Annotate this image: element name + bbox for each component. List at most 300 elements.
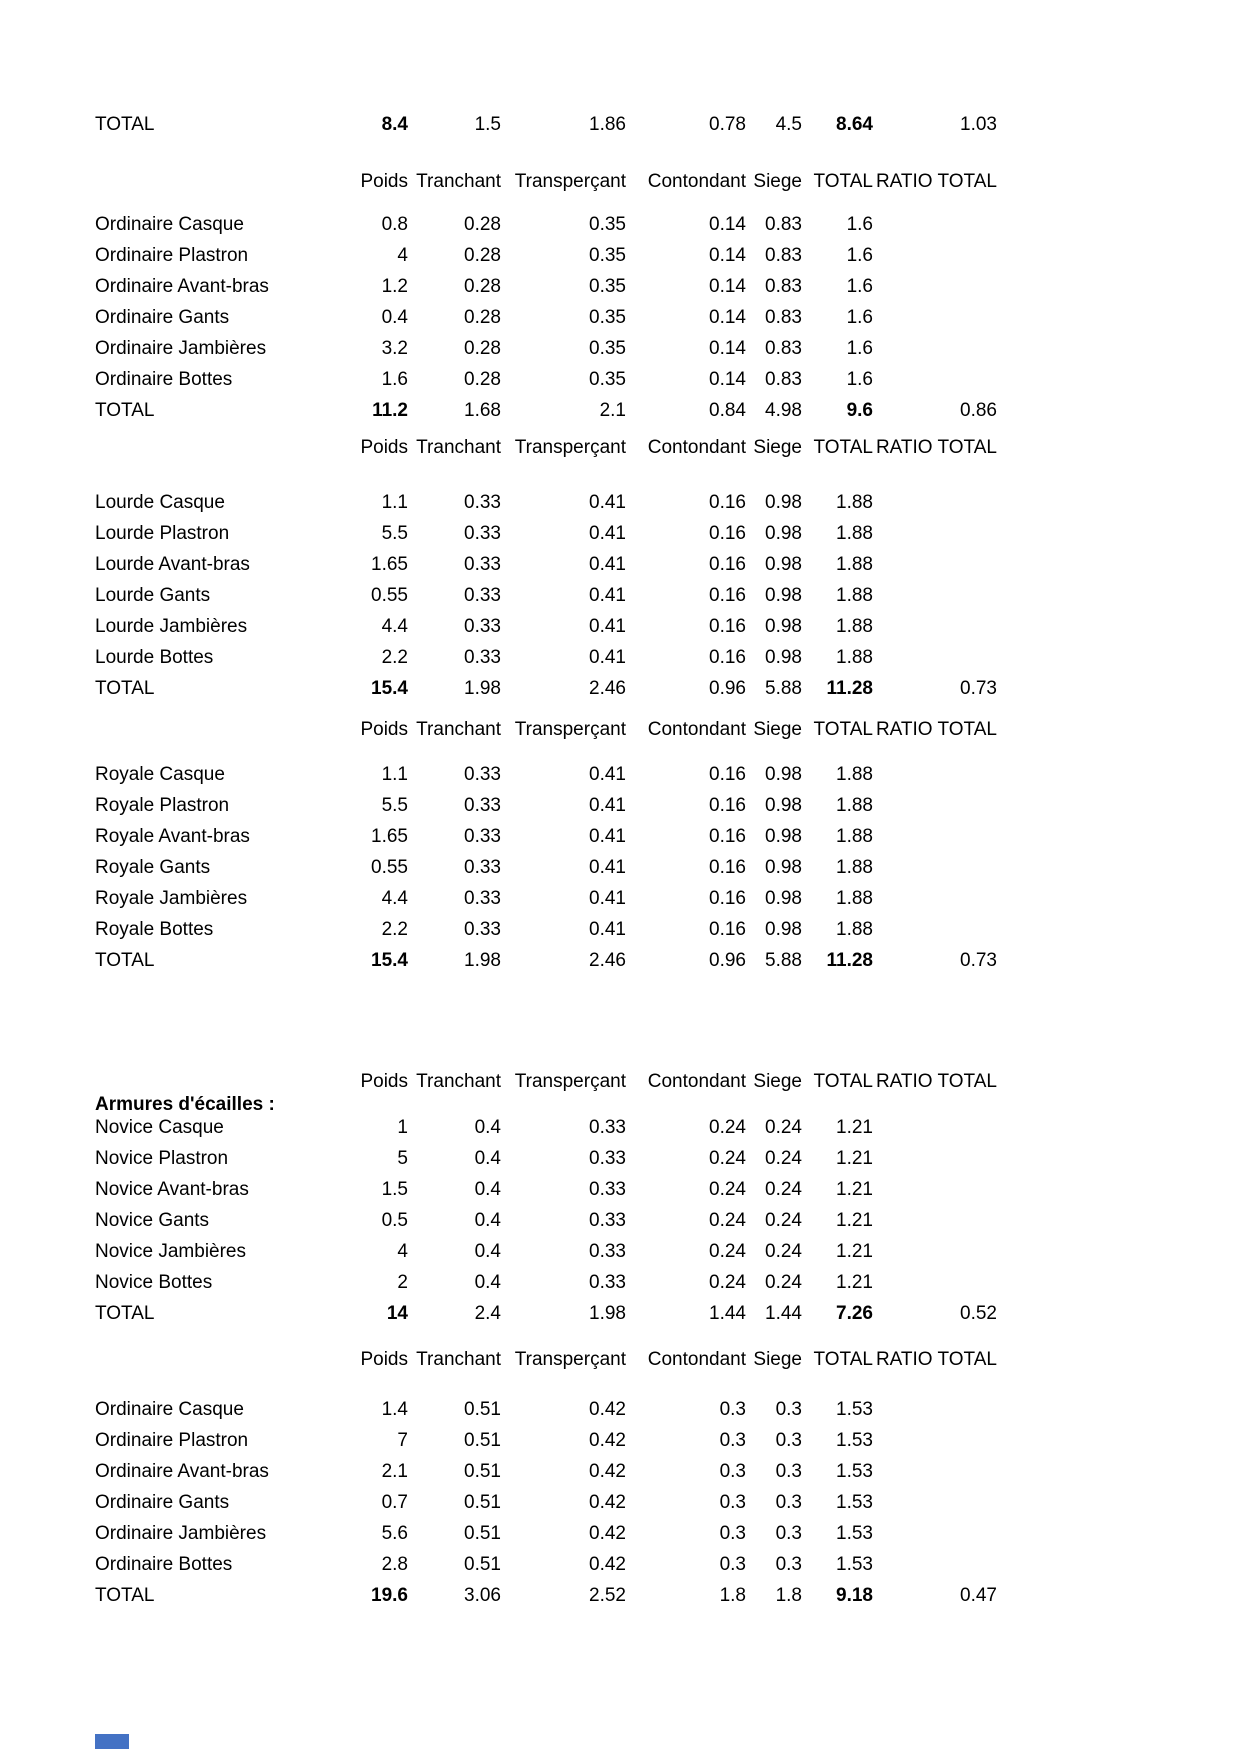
total-value: 4.98 [765, 400, 802, 421]
cell-ratio-empty [873, 791, 997, 821]
cell-value: 0.16 [709, 795, 746, 816]
cell-value: 0.14 [709, 338, 746, 359]
total-row [95, 946, 997, 976]
cell-value: 1.1 [381, 492, 408, 513]
ratio-total-value: 0.73 [960, 950, 997, 971]
column-header: Tranchant [416, 171, 501, 192]
cell-value: 0.16 [709, 888, 746, 909]
cell-value: 0.3 [719, 1430, 746, 1451]
cell-ratio-empty [873, 334, 997, 364]
cell-value: 0.14 [709, 214, 746, 235]
cell-value: 0.24 [765, 1210, 802, 1231]
total-value: 11.2 [372, 400, 408, 421]
row-label: Ordinaire Jambières [95, 1523, 267, 1544]
cell-value: 0.24 [765, 1241, 802, 1262]
cell-value: 0.16 [709, 616, 746, 637]
cell-value: 0.51 [464, 1461, 501, 1482]
column-header: Siege [753, 1349, 802, 1370]
cell-value: 0.4 [474, 1272, 501, 1293]
cell-value: 0.14 [709, 245, 746, 266]
total-value: 9.6 [846, 400, 873, 421]
cell-value: 0.35 [589, 369, 626, 390]
total-value: 15.4 [371, 950, 408, 971]
cell-ratio-empty [873, 241, 997, 271]
cell-value: 0.33 [464, 826, 501, 847]
cell-value: 0.35 [589, 276, 626, 297]
cell-value: 0.33 [464, 647, 501, 668]
header-spacer [95, 715, 358, 745]
cell-value: 1.53 [836, 1430, 873, 1451]
cell-ratio-empty [873, 303, 997, 333]
total-row [95, 1581, 997, 1611]
cell-value: 0.24 [765, 1117, 802, 1138]
cell-value: 0.4 [474, 1179, 501, 1200]
cell-ratio-empty [873, 853, 997, 883]
cell-value: 0.41 [589, 888, 626, 909]
cell-value: 0.3 [775, 1554, 802, 1575]
row-label: Novice Jambières [95, 1241, 246, 1262]
row-label: Ordinaire Plastron [95, 245, 249, 266]
cell-value: 0.51 [464, 1430, 501, 1451]
cell-value: 0.83 [765, 245, 802, 266]
table-row [95, 272, 997, 302]
cell-value: 2 [397, 1272, 408, 1293]
cell-value: 0.83 [765, 307, 802, 328]
cell-value: 0.24 [709, 1210, 746, 1231]
total-value: 1.98 [464, 950, 501, 971]
row-label: Royale Plastron [95, 795, 230, 816]
row-label: Royale Avant-bras [95, 826, 250, 847]
cell-value: 0.33 [464, 492, 501, 513]
cell-value: 0.33 [464, 585, 501, 606]
table-row [95, 760, 997, 790]
table-row [95, 1395, 997, 1425]
table-row [95, 1237, 997, 1267]
cell-value: 0.35 [589, 307, 626, 328]
cell-value: 0.24 [709, 1148, 746, 1169]
cell-value: 1.21 [836, 1179, 873, 1200]
total-value: 11.28 [826, 950, 873, 971]
cell-value: 0.16 [709, 857, 746, 878]
cell-value: 1.5 [381, 1179, 408, 1200]
cell-value: 0.41 [589, 919, 626, 940]
cell-ratio-empty [873, 581, 997, 611]
cell-ratio-empty [873, 1457, 997, 1487]
total-value: 2.46 [589, 678, 626, 699]
column-header: RATIO TOTAL [875, 437, 997, 458]
cell-value: 1 [397, 1117, 408, 1138]
column-header: RATIO TOTAL [875, 719, 997, 740]
ratio-total-value: 0.47 [960, 1585, 997, 1606]
cell-value: 0.24 [709, 1272, 746, 1293]
cell-value: 0.41 [589, 795, 626, 816]
cell-value: 1.21 [836, 1148, 873, 1169]
cell-value: 0.33 [589, 1241, 626, 1262]
cell-value: 1.88 [836, 616, 873, 637]
row-label: Ordinaire Gants [95, 1492, 230, 1513]
cell-value: 0.41 [589, 647, 626, 668]
table-row [95, 853, 997, 883]
cell-value: 0.28 [464, 245, 501, 266]
column-header: Contondant [647, 437, 746, 458]
cell-value: 0.41 [589, 826, 626, 847]
table-header-row [95, 167, 997, 197]
table-row [95, 1488, 997, 1518]
column-header: Tranchant [416, 1071, 501, 1092]
total-row [95, 674, 997, 704]
cell-ratio-empty [873, 612, 997, 642]
cell-value: 0.51 [464, 1399, 501, 1420]
column-header: Contondant [647, 171, 746, 192]
cell-value: 1.6 [846, 214, 873, 235]
cell-value: 0.24 [709, 1241, 746, 1262]
row-label: Lourde Avant-bras [95, 554, 250, 575]
cell-ratio-empty [873, 1237, 997, 1267]
cell-value: 1.6 [846, 369, 873, 390]
cell-value: 1.88 [836, 888, 873, 909]
cell-value: 0.42 [589, 1430, 626, 1451]
column-header: Siege [753, 719, 802, 740]
ratio-total-value: 0.86 [960, 400, 997, 421]
row-label: Novice Gants [95, 1210, 210, 1231]
cell-value: 1.53 [836, 1461, 873, 1482]
cell-value: 0.24 [765, 1148, 802, 1169]
cell-value: 1.6 [846, 245, 873, 266]
cell-value: 0.98 [765, 523, 802, 544]
cell-value: 1.21 [836, 1241, 873, 1262]
column-header: TOTAL [813, 719, 873, 740]
column-header: Transperçant [514, 437, 626, 458]
total-value: 1.8 [775, 1585, 802, 1606]
cell-value: 1.88 [836, 826, 873, 847]
cell-value: 0.33 [464, 554, 501, 575]
cell-value: 0.3 [775, 1430, 802, 1451]
cell-ratio-empty [873, 1268, 997, 1298]
cell-value: 0.3 [719, 1461, 746, 1482]
cell-value: 1.88 [836, 585, 873, 606]
cell-value: 0.41 [589, 616, 626, 637]
cell-value: 0.98 [765, 888, 802, 909]
cell-value: 0.42 [589, 1523, 626, 1544]
section-title: Armures d'écailles : [95, 1094, 275, 1115]
cell-value: 0.28 [464, 338, 501, 359]
cell-value: 0.42 [589, 1399, 626, 1420]
cell-value: 0.14 [709, 369, 746, 390]
cell-value: 0.33 [589, 1272, 626, 1293]
cell-ratio-empty [873, 210, 997, 240]
cell-value: 1.88 [836, 647, 873, 668]
top-total-row [95, 110, 997, 140]
total-value: 1.8 [719, 1585, 746, 1606]
table-row [95, 1113, 997, 1143]
cell-ratio-empty [873, 272, 997, 302]
cell-value: 0.14 [709, 307, 746, 328]
cell-value: 0.33 [464, 523, 501, 544]
cell-value: 0.7 [381, 1492, 408, 1513]
cell-value: 0.83 [765, 276, 802, 297]
cell-value: 0.55 [371, 857, 408, 878]
cell-value: 0.3 [775, 1492, 802, 1513]
cell-value: 0.4 [474, 1148, 501, 1169]
total-label: TOTAL [95, 678, 155, 699]
cell-value: 1.6 [381, 369, 408, 390]
cell-ratio-empty [873, 365, 997, 395]
total-value: 14 [386, 1303, 408, 1324]
cell-value: 0.98 [765, 554, 802, 575]
header-spacer [95, 167, 358, 197]
header-spacer [95, 1345, 358, 1375]
table-row [95, 1519, 997, 1549]
cell-value: 1.65 [371, 554, 408, 575]
column-header: Contondant [647, 1071, 746, 1092]
cell-value: 1.53 [836, 1399, 873, 1420]
total-value: 1.98 [589, 1303, 626, 1324]
cell-value: 1.88 [836, 523, 873, 544]
total-label: TOTAL [95, 1303, 155, 1324]
total-value: 0.96 [709, 950, 746, 971]
cell-value: 0.16 [709, 764, 746, 785]
row-label: Novice Plastron [95, 1148, 229, 1169]
total-row [95, 396, 997, 426]
cell-value: 0.3 [719, 1554, 746, 1575]
cell-value: 1.1 [381, 764, 408, 785]
total-value: 1.86 [589, 114, 626, 135]
cell-value: 4.4 [381, 888, 408, 909]
header-spacer [95, 433, 358, 463]
cell-value: 1.53 [836, 1523, 873, 1544]
cell-value: 0.33 [589, 1179, 626, 1200]
cell-value: 0.98 [765, 795, 802, 816]
ratio-total-value: 0.52 [960, 1303, 997, 1324]
row-label: Ordinaire Bottes [95, 369, 233, 390]
table-header-row [95, 433, 997, 463]
column-header: RATIO TOTAL [875, 1071, 997, 1092]
column-header: Siege [753, 171, 802, 192]
table-row [95, 1144, 997, 1174]
table-row [95, 915, 997, 945]
cell-value: 0.3 [719, 1523, 746, 1544]
column-header: Poids [360, 719, 408, 740]
cell-value: 0.24 [709, 1179, 746, 1200]
cell-value: 1.65 [371, 826, 408, 847]
cell-value: 0.3 [719, 1399, 746, 1420]
cell-value: 0.98 [765, 492, 802, 513]
cell-value: 0.33 [589, 1148, 626, 1169]
cell-value: 4.4 [381, 616, 408, 637]
cell-value: 7 [397, 1430, 408, 1451]
table-row [95, 791, 997, 821]
table-row [95, 884, 997, 914]
cell-value: 0.42 [589, 1461, 626, 1482]
total-row [95, 1299, 997, 1329]
table-row [95, 1268, 997, 1298]
cell-value: 4 [397, 245, 408, 266]
column-header: Siege [753, 1071, 802, 1092]
total-value: 0.78 [709, 114, 746, 135]
cell-value: 1.53 [836, 1492, 873, 1513]
total-value: 1.98 [464, 678, 501, 699]
table-row [95, 1426, 997, 1456]
total-value: 3.06 [464, 1585, 501, 1606]
cell-value: 0.35 [589, 214, 626, 235]
cell-value: 0.41 [589, 523, 626, 544]
column-header: TOTAL [813, 1349, 873, 1370]
column-header: RATIO TOTAL [875, 171, 997, 192]
table-row [95, 1175, 997, 1205]
cell-value: 0.16 [709, 647, 746, 668]
cell-value: 0.35 [589, 245, 626, 266]
cell-value: 0.41 [589, 554, 626, 575]
row-label: Ordinaire Plastron [95, 1430, 249, 1451]
cell-value: 1.88 [836, 795, 873, 816]
table-row [95, 822, 997, 852]
cell-value: 0.41 [589, 492, 626, 513]
row-label: Ordinaire Avant-bras [95, 276, 269, 297]
row-label: Lourde Plastron [95, 523, 230, 544]
row-label: Royale Gants [95, 857, 211, 878]
cell-value: 0.41 [589, 857, 626, 878]
cell-value: 0.16 [709, 492, 746, 513]
cell-value: 2.2 [381, 919, 408, 940]
total-label: TOTAL [95, 400, 155, 421]
cell-value: 0.33 [464, 764, 501, 785]
cell-value: 1.88 [836, 554, 873, 575]
cell-value: 0.4 [381, 307, 408, 328]
total-value: 1.68 [464, 400, 501, 421]
cell-ratio-empty [873, 884, 997, 914]
cell-value: 1.21 [836, 1117, 873, 1138]
total-value: 0.96 [709, 678, 746, 699]
total-value: 1.44 [765, 1303, 802, 1324]
cell-value: 0.4 [474, 1117, 501, 1138]
total-value: 15.4 [371, 678, 408, 699]
cell-value: 0.98 [765, 616, 802, 637]
cell-value: 1.6 [846, 307, 873, 328]
cell-value: 0.33 [589, 1210, 626, 1231]
cell-value: 1.21 [836, 1210, 873, 1231]
column-header: Tranchant [416, 1349, 501, 1370]
cell-value: 0.41 [589, 764, 626, 785]
cell-value: 0.98 [765, 764, 802, 785]
column-header: TOTAL [813, 437, 873, 458]
row-label: Novice Bottes [95, 1272, 213, 1293]
column-header: Poids [360, 1071, 408, 1092]
cell-value: 0.16 [709, 523, 746, 544]
cell-ratio-empty [873, 760, 997, 790]
table-row [95, 488, 997, 518]
table-row [95, 581, 997, 611]
total-value: 0.84 [709, 400, 746, 421]
cell-ratio-empty [873, 1206, 997, 1236]
row-label: Ordinaire Casque [95, 214, 244, 235]
table-row [95, 241, 997, 271]
cell-value: 5.5 [381, 795, 408, 816]
total-value: 2.52 [589, 1585, 626, 1606]
column-header: Transperçant [514, 1349, 626, 1370]
cell-ratio-empty [873, 519, 997, 549]
cell-ratio-empty [873, 643, 997, 673]
cell-value: 0.42 [589, 1554, 626, 1575]
cell-value: 1.88 [836, 857, 873, 878]
row-label: Ordinaire Bottes [95, 1554, 233, 1575]
cell-value: 1.4 [381, 1399, 408, 1420]
cell-ratio-empty [873, 1519, 997, 1549]
cell-value: 0.98 [765, 857, 802, 878]
cell-value: 1.6 [846, 276, 873, 297]
cell-value: 0.35 [589, 338, 626, 359]
total-value: 8.4 [381, 114, 408, 135]
cell-value: 4 [397, 1241, 408, 1262]
table-row [95, 643, 997, 673]
ratio-total-value: 0.73 [960, 678, 997, 699]
cell-value: 0.24 [709, 1117, 746, 1138]
column-header: Tranchant [416, 719, 501, 740]
column-header: RATIO TOTAL [875, 1349, 997, 1370]
row-label: Ordinaire Gants [95, 307, 230, 328]
cell-value: 0.33 [589, 1117, 626, 1138]
cell-value: 0.42 [589, 1492, 626, 1513]
column-header: Tranchant [416, 437, 501, 458]
total-value: 5.88 [765, 678, 802, 699]
cell-value: 0.16 [709, 826, 746, 847]
table-row [95, 210, 997, 240]
total-value: 9.18 [836, 1585, 873, 1606]
cell-value: 5 [397, 1148, 408, 1169]
table-row [95, 303, 997, 333]
total-label: TOTAL [95, 1585, 155, 1606]
cell-value: 1.21 [836, 1272, 873, 1293]
cell-value: 1.88 [836, 919, 873, 940]
total-value: 2.1 [599, 400, 626, 421]
table-row [95, 519, 997, 549]
cell-value: 5.6 [381, 1523, 408, 1544]
column-header: Transperçant [514, 171, 626, 192]
table-header-row [95, 1345, 997, 1375]
cell-value: 0.28 [464, 214, 501, 235]
cell-value: 0.98 [765, 919, 802, 940]
row-label: Novice Casque [95, 1117, 224, 1138]
cell-value: 1.88 [836, 764, 873, 785]
cell-value: 0.28 [464, 307, 501, 328]
row-label: Royale Bottes [95, 919, 214, 940]
cell-value: 0.33 [464, 857, 501, 878]
column-header: Transperçant [514, 719, 626, 740]
row-label: Novice Avant-bras [95, 1179, 249, 1200]
table-row [95, 612, 997, 642]
cell-ratio-empty [873, 1113, 997, 1143]
cell-value: 3.2 [381, 338, 408, 359]
cell-ratio-empty [873, 488, 997, 518]
column-header: Contondant [647, 1349, 746, 1370]
total-value: 1.5 [474, 114, 501, 135]
column-header: Contondant [647, 719, 746, 740]
cell-value: 0.98 [765, 585, 802, 606]
total-label: TOTAL [95, 950, 155, 971]
cell-value: 2.8 [381, 1554, 408, 1575]
cell-value: 2.2 [381, 647, 408, 668]
column-header: Siege [753, 437, 802, 458]
row-label: Royale Jambières [95, 888, 248, 909]
cell-value: 0.51 [464, 1492, 501, 1513]
cell-value: 0.3 [775, 1461, 802, 1482]
row-label: Ordinaire Avant-bras [95, 1461, 269, 1482]
cell-value: 1.88 [836, 492, 873, 513]
table-header-row [95, 715, 997, 745]
row-label: Royale Casque [95, 764, 225, 785]
row-label: Ordinaire Jambières [95, 338, 267, 359]
cell-value: 0.14 [709, 276, 746, 297]
cell-value: 0.33 [464, 795, 501, 816]
